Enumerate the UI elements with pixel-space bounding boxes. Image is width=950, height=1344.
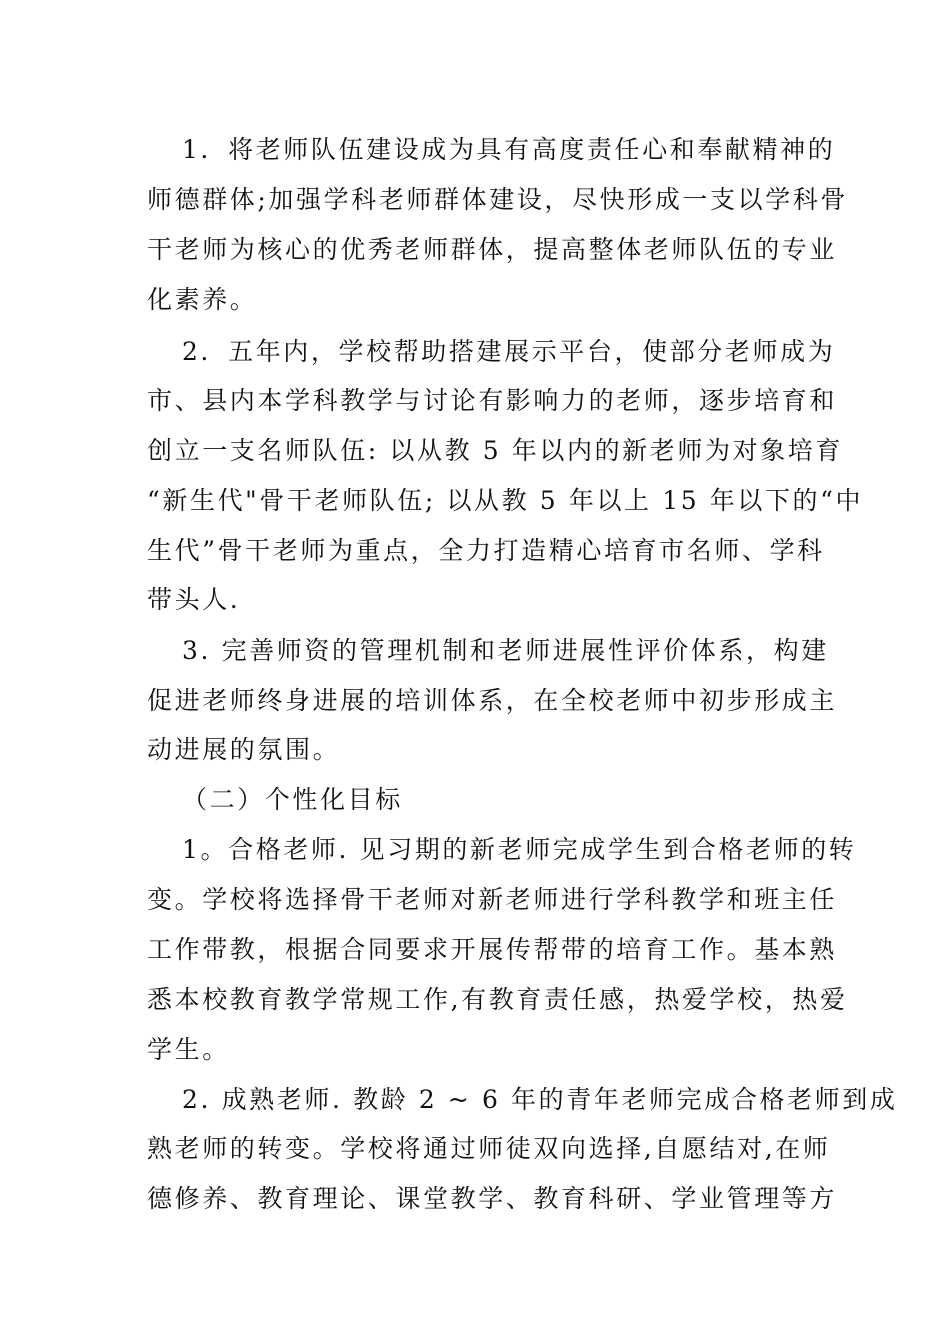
- text-line: 2. 成熟老师. 教龄 2 ~ 6 年的青年老师完成合格老师到成: [182, 1085, 898, 1114]
- text-line: 熟老师的转变。学校将通过师徒双向选择,自愿结对,在师: [147, 1134, 831, 1163]
- text-line: 学生。: [147, 1035, 230, 1064]
- text-line: “新生代"骨干老师队伍; 以从教 5 年以上 15 年以下的“中: [147, 486, 864, 515]
- text-line: 化素养。: [147, 285, 258, 314]
- text-line: 3. 完善师资的管理机制和老师进展性评价体系，构建: [182, 636, 829, 665]
- text-line: 变。学校将选择骨干老师对新老师进行学科教学和班主任: [147, 885, 838, 914]
- text-line: 干老师为核心的优秀老师群体，提高整体老师队伍的专业: [147, 235, 838, 264]
- text-line: 促进老师终身进展的培训体系，在全校老师中初步形成主: [147, 686, 838, 715]
- text-line: 市、县内本学科教学与讨论有影响力的老师，逐步培育和: [147, 386, 838, 415]
- text-line: 带头人.: [147, 585, 241, 614]
- section-heading: （二）个性化目标: [182, 785, 403, 814]
- text-line: 师德群体;加强学科老师群体建设，尽快形成一支以学科骨: [147, 185, 849, 214]
- text-line: 1。合格老师. 见习期的新老师完成学生到合格老师的转: [182, 835, 857, 864]
- text-line: 生代”骨干老师为重点，全力打造精心培育市名师、学科: [147, 536, 825, 565]
- text-line: 2．五年内，学校帮助搭建展示平台，使部分老师成为: [182, 337, 836, 366]
- text-line: 工作带教，根据合同要求开展传帮带的培育工作。基本熟: [147, 935, 838, 964]
- text-line: 创立一支名师队伍: 以从教 5 年以内的新老师为对象培育: [147, 436, 843, 465]
- text-line: 德修养、教育理论、课堂教学、教育科研、学业管理等方: [147, 1184, 838, 1213]
- text-line: 1．将老师队伍建设成为具有高度责任心和奉献精神的: [182, 135, 836, 164]
- text-line: 动进展的氛围。: [147, 735, 341, 764]
- text-line: 悉本校教育教学常规工作,有教育责任感，热爱学校，热爱: [147, 985, 848, 1014]
